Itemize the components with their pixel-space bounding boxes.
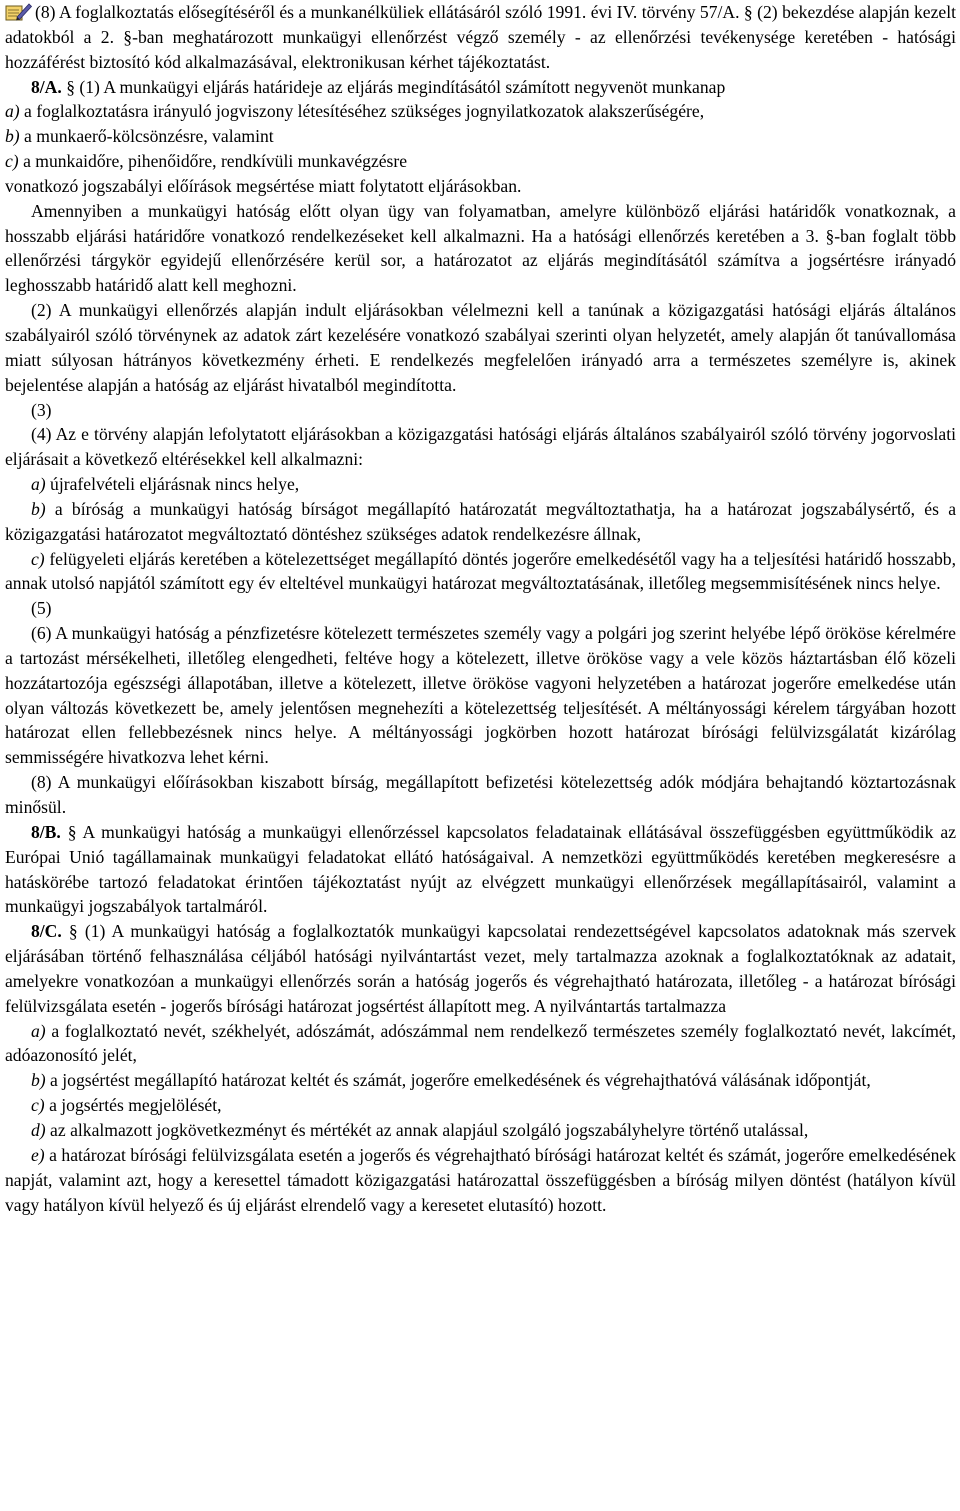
paragraph-text: (8) A foglalkoztatás elősegítéséről és a munkanélküliek ellátásáról szóló 1991. évi IV. törvény 57/A. § (2) bekezdése alapján kezelt adatokból a 2. §-ban meghatározott munkaügyi ellenőrzést végző személy - az ellenőrzési tevékenysége keretében - hatósági hozzáférést biztosító kód alkalmazásával, elektronikusan kérhet tájékoztatást. bbox=[5, 2, 956, 72]
item-label: b) bbox=[5, 126, 20, 147]
paragraph-4 bbox=[5, 149, 956, 174]
paragraph-13 bbox=[5, 596, 956, 621]
paragraph-text: a határozat bírósági felülvizsgálata esetén a jogerős és végrehajtható bírósági határozat keltét és számát, jogerőre emelkedésének napját, valamint azt, hogy a keresettel támadott közigazgatási határozattal összefüggésben a bíróság milyen döntést (hatályon kívül vagy hatályon kívül helyező és új eljárást elrendelő vagy a keresetet elutasító) hozott. bbox=[5, 1144, 956, 1215]
paragraph-text: (6) A munkaügyi hatóság a pénzfizetésre kötelezett természetes személy vagy a polgári jog szerint helyébe lépő örököse kérelmére a tartozást mérsékelheti, illetőleg elengedheti, feltéve hogy a kötelezett, illetve örököse vagy a vele közös háztartásban élő közeli hozzátartozója egészségi állapotában, illetve a kötelezett, illetve örököse vagyoni helyzetében a határozat jogerőre emelkedése után olyan változás következett be, amely jelentősen megnehezíti a kötelezettség teljesítését. A méltányossági kérelem tárgyában hozott határozat ellen fellebbezésnek nincs helye. A méltányossági jogkörben hozott határozat bírósági felülvizsgálatát kizárólag semmisségére hivatkozva lehet kérni. bbox=[5, 623, 956, 768]
item-label: d) bbox=[31, 1119, 46, 1140]
paragraph-text: a bíróság a munkaügyi hatóság bírságot megállapító határozatát megváltoztathatja, ha a határozat jogszabálysértő, és a közigazgatási határozatot megváltoztató döntéshez szükséges adatok rendelkezésre állnak, bbox=[5, 498, 956, 544]
paragraph-6 bbox=[5, 199, 956, 298]
paragraph-12 bbox=[5, 547, 956, 597]
paragraph-text: (5) bbox=[31, 598, 52, 619]
paragraph-text: vonatkozó jogszabályi előírások megsértése miatt folytatott eljárásokban. bbox=[5, 175, 522, 196]
paragraph-15 bbox=[5, 770, 956, 820]
paragraph-14 bbox=[5, 621, 956, 770]
paragraph-19 bbox=[5, 1068, 956, 1093]
paragraph-8 bbox=[5, 398, 956, 423]
paragraph-1 bbox=[5, 75, 956, 100]
item-label: c) bbox=[31, 548, 45, 569]
item-label: e) bbox=[31, 1144, 45, 1165]
paragraph-text: (4) Az e törvény alapján lefolytatott eljárásokban a közigazgatási hatósági eljárás általános szabályairól szóló törvény jogorvoslati eljárásait a következő eltérésekkel kell alkalmazni: bbox=[5, 424, 956, 470]
document-page bbox=[5, 0, 956, 1217]
paragraph-text: a munkaidőre, pihenőidőre, rendkívüli munkavégzésre bbox=[18, 151, 408, 172]
paragraph-text: a foglalkoztató nevét, székhelyét, adószámát, adószámmal nem rendelkező természetes személy foglalkoztató nevét, lakcímét, adóazonosító jelét, bbox=[5, 1020, 956, 1066]
item-label: b) bbox=[31, 1070, 46, 1091]
paragraph-5 bbox=[5, 174, 956, 199]
paragraph-17 bbox=[5, 919, 956, 1018]
item-label: c) bbox=[5, 151, 19, 172]
paragraph-11 bbox=[5, 497, 956, 547]
paragraph-text: az alkalmazott jogkövetkezményt és mértékét az annak alapjául szolgáló jogszabályhelyre történő utalással, bbox=[45, 1119, 809, 1140]
paragraph-0 bbox=[5, 0, 956, 75]
paragraph-2 bbox=[5, 99, 956, 124]
paragraph-text: § (1) A munkaügyi hatóság a foglalkoztatók munkaügyi kapcsolatai rendezettségével kapcsolatos adatoknak más szervek eljárásában történő felhasználása céljából hatósági nyilvántartást vezet, mely tartalmazza azoknak a foglalkoztatóknak az adatait, amelyekre vonatkozóan a munkaügyi ellenőrzés során a hatóság jogerős és végrehajtható határozata, illetőleg - a határozat bírósági felülvizsgálata esetén - jogerős bírósági határozat jogsértést állapított meg. A nyilvántartás tartalmazza bbox=[5, 921, 956, 1016]
item-label: a) bbox=[5, 101, 20, 122]
paragraph-text: (8) A munkaügyi előírásokban kiszabott bírság, megállapított befizetési kötelezettség adók módjára behajtandó köztartozásnak minősül. bbox=[5, 772, 956, 817]
note-pencil-icon bbox=[5, 3, 32, 21]
paragraph-text: a munkaerő-kölcsönzésre, valamint bbox=[19, 126, 274, 147]
paragraph-text: a foglalkoztatásra irányuló jogviszony létesítéséhez szükséges jognyilatkozatok alakszerűségére, bbox=[19, 101, 705, 122]
paragraph-text: (3) bbox=[31, 399, 52, 420]
section-number: 8/A. bbox=[31, 76, 62, 97]
paragraph-text: (2) A munkaügyi ellenőrzés alapján indult eljárásokban vélelmezni kell a tanúnak a közigazgatási hatósági eljárás általános szabályairól szóló törvénynek az adatok zárt kezelésére vonatkozó szabályai szerinti olyan helyzetét, amely alapján őt tanúvallomása miatt súlyosan hátrányos következmény érheti. E rendelkezés megfelelően irányadó arra a természetes személyre is, akinek bejelentése alapján a hatóság az eljárást hivatalból megindította. bbox=[5, 300, 956, 395]
paragraph-text: Amennyiben a munkaügyi hatóság előtt olyan ügy van folyamatban, amelyre különböző eljárási határidők vonatkoznak, a hosszabb eljárási határidőre vonatkozó rendelkezéseket kell alkalmazni. Ha a hatósági ellenőrzés keretében a 3. §-ban foglalt több ellenőrzési tárgykör egyidejű ellenőrzésére kerül sor, a határozatot az eljárás megindításától számítva a jogsértésre irányadó leghosszabb határidő alatt kell meghozni. bbox=[5, 200, 956, 296]
paragraph-text: § (1) A munkaügyi eljárás határideje az eljárás megindításától számított negyvenöt munkanap bbox=[61, 76, 726, 97]
paragraph-20 bbox=[5, 1093, 956, 1118]
paragraph-text: újrafelvételi eljárásnak nincs helye, bbox=[45, 474, 300, 495]
paragraph-text: felügyeleti eljárás keretében a kötelezettséget megállapító döntés jogerőre emelkedésétől vagy ha a teljesítési határidő hosszabb, annak utolsó napjától számított egy év elteltével munkaügyi határozat megváltoztatásának, illetőleg megsemmisítésének nincs helye. bbox=[5, 548, 956, 594]
item-label: c) bbox=[31, 1095, 45, 1116]
section-number: 8/C. bbox=[31, 921, 62, 942]
item-label: a) bbox=[31, 474, 46, 495]
item-label: b) bbox=[31, 498, 46, 519]
item-label: a) bbox=[31, 1020, 46, 1041]
paragraph-text: a jogsértést megállapító határozat keltét és számát, jogerőre emelkedésének és végrehajthatóvá válásának időpontját, bbox=[45, 1070, 871, 1091]
paragraph-18 bbox=[5, 1019, 956, 1069]
paragraph-3 bbox=[5, 124, 956, 149]
paragraph-22 bbox=[5, 1143, 956, 1218]
paragraph-text: § A munkaügyi hatóság a munkaügyi ellenőrzéssel kapcsolatos feladatainak ellátásával összefüggésben együttműködik az Európai Unió tagállamainak munkaügyi feladatokat ellátó hatóságaival. A nemzetközi együttműködés keretében megkeresésre a hatáskörébe tartozó feladatokat érintően tájékoztatást nyújt az elvégzett munkaügyi ellenőrzések megállapításairól, valamint a munkaügyi jogszabályok tartalmáról. bbox=[5, 821, 956, 917]
document-body bbox=[5, 75, 956, 1218]
paragraph-9 bbox=[5, 422, 956, 472]
paragraph-7 bbox=[5, 298, 956, 397]
section-number: 8/B. bbox=[31, 821, 61, 842]
paragraph-text: a jogsértés megjelölését, bbox=[44, 1095, 222, 1116]
paragraph-21 bbox=[5, 1118, 956, 1143]
paragraph-16 bbox=[5, 820, 956, 919]
paragraph-10 bbox=[5, 472, 956, 497]
